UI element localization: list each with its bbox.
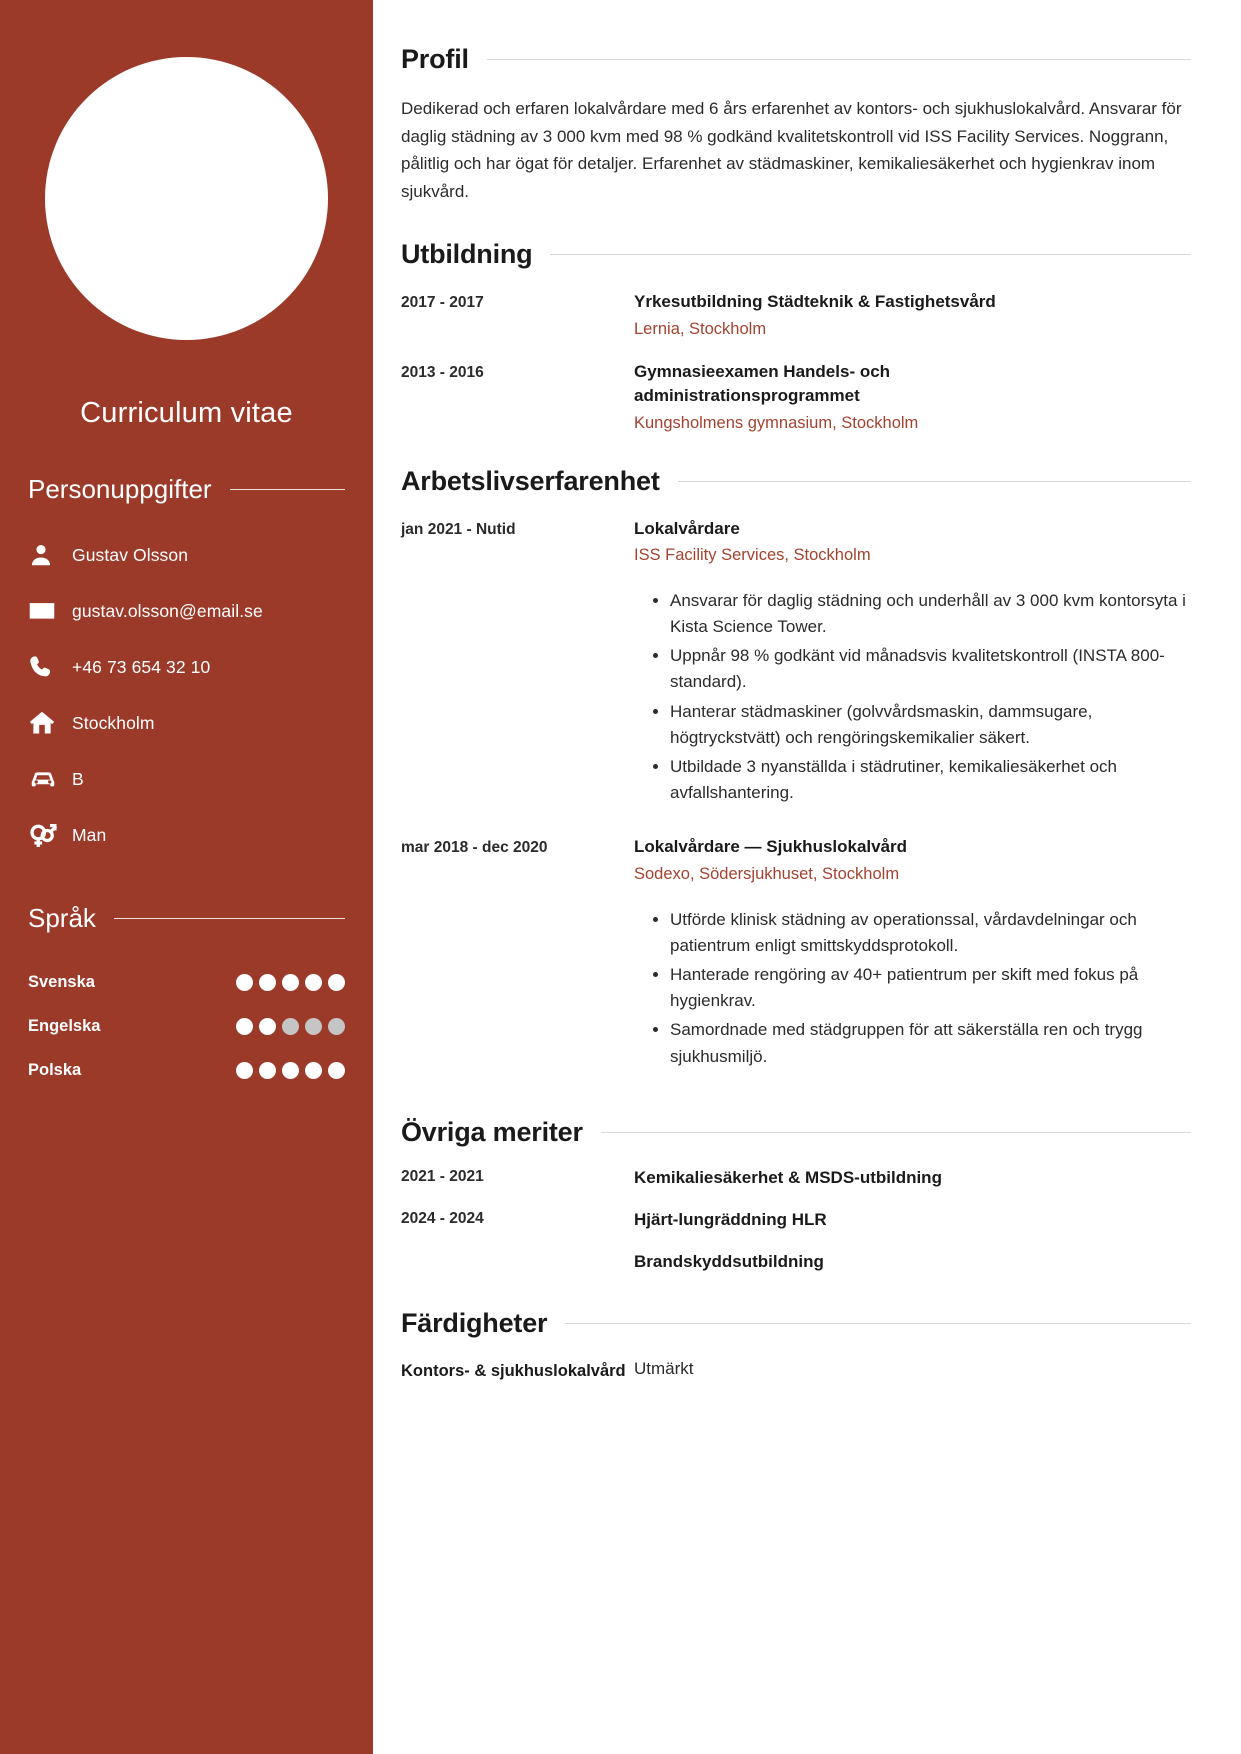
experience-entry-title: Lokalvårdare bbox=[634, 518, 740, 538]
profile-text: Dedikerad och erfaren lokalvårdare med 6 års erfarenhet av kontors- och sjukhuslokalvård. Ansvarar för daglig städning av 3 000 kvm med 98 % godkänd kvalitetskontroll vid ISS Facility Services. Noggrann, pålitlig och har ögat för detaljer. Erfarenhet av städmaskiner, kemikaliesäkerhet och hygienkrav inom sjukvård. bbox=[401, 99, 1182, 201]
heading-rule bbox=[230, 489, 345, 490]
contact-row-phone bbox=[28, 639, 345, 695]
avatar bbox=[45, 57, 328, 340]
education-entry-body bbox=[634, 360, 1191, 436]
language-rating-dots bbox=[236, 1062, 345, 1079]
language-row bbox=[28, 1004, 345, 1048]
merit-date bbox=[401, 1252, 634, 1272]
language-row bbox=[28, 960, 345, 1004]
education-entry-org: Lernia, Stockholm bbox=[634, 319, 767, 338]
experience-bullet-list bbox=[634, 907, 1191, 1070]
merit-name: Kemikaliesäkerhet & MSDS-utbildning bbox=[634, 1167, 942, 1187]
contact-row-gender bbox=[28, 807, 345, 863]
education-entry-title: Yrkesutbildning Städteknik & Fastighetsvård bbox=[634, 292, 996, 312]
contact-row-email bbox=[28, 583, 345, 639]
experience-entry bbox=[401, 835, 1191, 1072]
rating-dot-filled bbox=[259, 1018, 276, 1035]
bullet-item: • Samordnade med städgruppen för att säkerställa ren och trygg sjukhusmiljö. bbox=[670, 1017, 1191, 1069]
merit-name: Hjärt-lungräddning HLR bbox=[634, 1209, 827, 1229]
education-entry bbox=[401, 290, 1191, 341]
language-name: Svenska bbox=[28, 972, 95, 991]
contact-email-value: gustav.olsson@email.se bbox=[72, 600, 263, 621]
skills-heading-label: Färdigheter bbox=[401, 1307, 548, 1338]
rating-dot-filled bbox=[236, 974, 253, 991]
skill-row bbox=[401, 1359, 1191, 1384]
language-heading-label: Språk bbox=[28, 903, 96, 933]
merit-date: 2021 - 2021 bbox=[401, 1167, 484, 1185]
car-icon bbox=[28, 764, 72, 794]
education-heading bbox=[401, 239, 1191, 270]
heading-rule bbox=[601, 1132, 1191, 1133]
contact-phone-value: +46 73 654 32 10 bbox=[72, 656, 211, 677]
bullet-item: • Utbildade 3 nyanställda i städrutiner, kemikaliesäkerhet och avfallshantering. bbox=[670, 754, 1191, 806]
rating-dot-filled bbox=[282, 1062, 299, 1079]
language-rating-dots bbox=[236, 974, 345, 991]
phone-icon bbox=[28, 654, 72, 680]
main-content bbox=[373, 0, 1241, 1754]
contact-gender-value: Man bbox=[72, 824, 107, 845]
personal-heading-label: Personuppgifter bbox=[28, 474, 212, 504]
experience-entry-org: ISS Facility Services, Stockholm bbox=[634, 546, 871, 565]
experience-entry bbox=[401, 517, 1191, 810]
section-education bbox=[401, 239, 1191, 435]
language-name: Engelska bbox=[28, 1016, 101, 1035]
education-entry bbox=[401, 360, 1191, 436]
merit-name: Brandskyddsutbildning bbox=[634, 1251, 824, 1271]
merit-row bbox=[401, 1252, 1191, 1272]
language-name: Polska bbox=[28, 1060, 82, 1079]
personal-section-heading bbox=[28, 474, 345, 505]
skill-name: Kontors- & sjukhuslokalvård bbox=[401, 1361, 626, 1380]
education-heading-label: Utbildning bbox=[401, 239, 533, 270]
gender-icon bbox=[28, 820, 72, 850]
person-icon bbox=[28, 542, 72, 568]
education-entry-org: Kungsholmens gymnasium, Stockholm bbox=[634, 413, 919, 432]
contact-location-value: Stockholm bbox=[72, 712, 155, 733]
profile-heading bbox=[401, 44, 1191, 75]
rating-dot-filled bbox=[236, 1062, 253, 1079]
profile-heading-label: Profil bbox=[401, 44, 469, 74]
rating-dot-filled bbox=[259, 1062, 276, 1079]
rating-dot-filled bbox=[282, 974, 299, 991]
contact-row-license bbox=[28, 751, 345, 807]
contact-row-name bbox=[28, 527, 345, 583]
experience-entry-body bbox=[634, 517, 1191, 810]
experience-entry-title: Lokalvårdare — Sjukhuslokalvård bbox=[634, 837, 908, 857]
home-icon bbox=[28, 709, 72, 737]
profile-photo-wrap bbox=[0, 0, 373, 340]
contact-license-value: B bbox=[72, 768, 84, 789]
language-list bbox=[0, 960, 373, 1092]
merit-date: 2024 - 2024 bbox=[401, 1209, 484, 1227]
section-other-merits bbox=[401, 1117, 1191, 1272]
education-entry-body bbox=[634, 290, 1191, 341]
contact-row-location bbox=[28, 695, 345, 751]
experience-entry-date: jan 2021 - Nutid bbox=[401, 520, 516, 538]
merit-row bbox=[401, 1210, 1191, 1230]
skills-heading bbox=[401, 1308, 1191, 1339]
education-entry-date: 2017 - 2017 bbox=[401, 294, 484, 312]
experience-entry-date: mar 2018 - dec 2020 bbox=[401, 839, 548, 857]
cv-title: Curriculum vitae bbox=[80, 397, 293, 429]
section-profile bbox=[401, 44, 1191, 205]
rating-dot-empty bbox=[305, 1018, 322, 1035]
merit-row bbox=[401, 1168, 1191, 1188]
heading-rule bbox=[114, 918, 345, 919]
heading-rule bbox=[565, 1323, 1191, 1324]
contact-name-value: Gustav Olsson bbox=[72, 544, 189, 565]
skill-level: Utmärkt bbox=[634, 1358, 694, 1378]
education-entry-date: 2013 - 2016 bbox=[401, 363, 484, 381]
experience-heading bbox=[401, 466, 1191, 497]
language-rating-dots bbox=[236, 1018, 345, 1035]
experience-bullet-list bbox=[634, 588, 1191, 806]
heading-rule bbox=[678, 481, 1191, 482]
bullet-item: • Hanterar städmaskiner (golvvårdsmaskin, dammsugare, högtryckstvätt) och rengöringskemikalier säkert. bbox=[670, 699, 1191, 751]
rating-dot-filled bbox=[305, 1062, 322, 1079]
language-section-heading bbox=[28, 903, 345, 934]
bullet-item: • Hanterade rengöring av 40+ patientrum per skift med fokus på hygienkrav. bbox=[670, 962, 1191, 1014]
bullet-item: • Ansvarar för daglig städning och underhåll av 3 000 kvm kontorsyta i Kista Science Tower. bbox=[670, 588, 1191, 640]
language-row bbox=[28, 1048, 345, 1092]
experience-entry-org: Sodexo, Södersjukhuset, Stockholm bbox=[634, 864, 900, 883]
heading-rule bbox=[550, 254, 1191, 255]
rating-dot-empty bbox=[328, 1018, 345, 1035]
bullet-item: • Uppnår 98 % godkänt vid månadsvis kvalitetskontroll (INSTA 800-standard). bbox=[670, 643, 1191, 695]
section-skills bbox=[401, 1308, 1191, 1384]
rating-dot-filled bbox=[259, 974, 276, 991]
section-experience bbox=[401, 466, 1191, 1073]
rating-dot-filled bbox=[236, 1018, 253, 1035]
sidebar bbox=[0, 0, 373, 1754]
experience-entry-body bbox=[634, 835, 1191, 1072]
rating-dot-empty bbox=[282, 1018, 299, 1035]
rating-dot-filled bbox=[328, 1062, 345, 1079]
heading-rule bbox=[487, 59, 1191, 60]
bullet-item: • Utförde klinisk städning av operationssal, vårdavdelningar och patientrum enligt smittskyddsprotokoll. bbox=[670, 907, 1191, 959]
contact-list bbox=[0, 527, 373, 863]
envelope-icon bbox=[28, 597, 72, 625]
experience-heading-label: Arbetslivserfarenhet bbox=[401, 465, 660, 496]
rating-dot-filled bbox=[328, 974, 345, 991]
rating-dot-filled bbox=[305, 974, 322, 991]
other-merits-heading-label: Övriga meriter bbox=[401, 1116, 583, 1147]
education-entry-title: Gymnasieexamen Handels- och administrationsprogrammet bbox=[634, 361, 891, 406]
other-merits-heading bbox=[401, 1117, 1191, 1148]
